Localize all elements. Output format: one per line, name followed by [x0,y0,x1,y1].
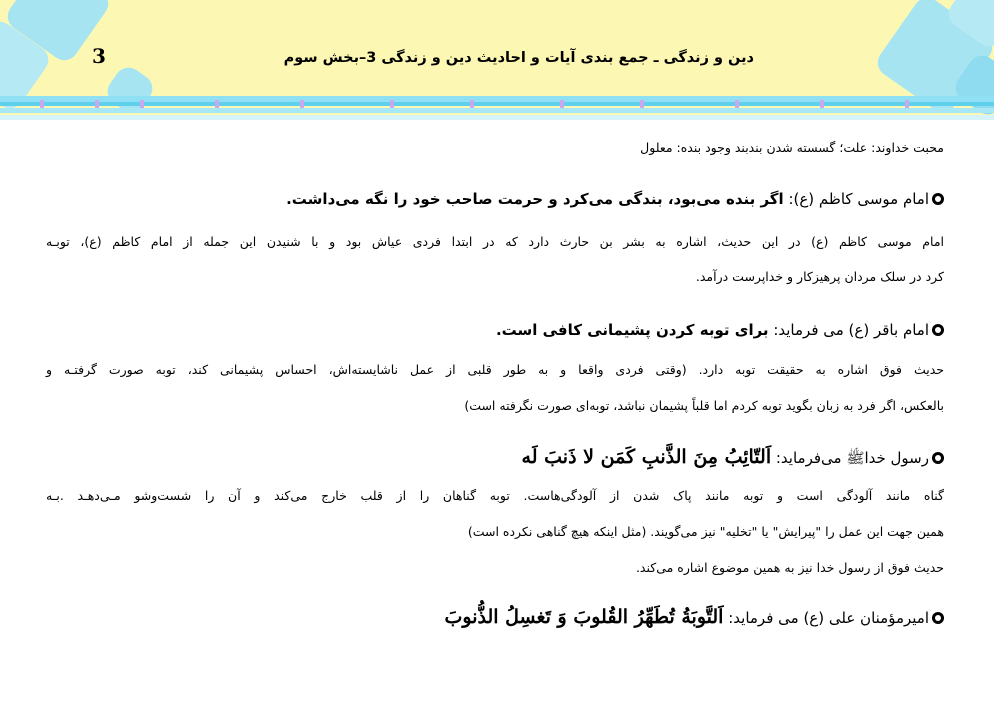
bullet-icon [932,612,944,624]
paragraph-line: حدیث فوق اشاره به حقیقت توبه دارد. (وقتی فردی واقعا و به طور قلبی از عمل ناشایسته‌اش، احساس پشیمانی کند، توبه صورت گرفتـه و [46,362,944,377]
bullet-icon [932,452,944,464]
bullet-icon [932,193,944,205]
paragraph-line: گناه مانند آلودگی است و توبه مانند پاک شدن از آلودگی‌هاست. توبه گناهان را از قلب خارج می‌کند و آن را شست‌وشو مـی‌دهـد .بـه [46,488,944,503]
speaker: امام باقر (ع) می فرماید: [768,321,929,339]
hadith-heading-1 [286,190,944,208]
hadith-heading-3 [522,446,944,471]
header-stripe [0,96,994,120]
page-number: 3 [92,44,106,68]
paragraph-line: همین جهت این عمل را "پیرایش" یا "تخلیه" نیز می‌گویند. (مثل اینکه هیچ گناهی نکرده است) [467,524,944,539]
page-title: دین و زندگی ـ جمع بندی آیات و احادیث دین و زندگی 3–بخش سوم [283,50,754,66]
hadith-heading-4 [445,606,945,628]
hadith-heading-2 [496,321,944,339]
speaker: امیرمؤمنان علی (ع) می فرماید: [723,609,929,627]
paragraph-line: حدیث فوق از رسول خدا نیز به همین موضوع اشاره می‌کند. [635,560,944,575]
hadith-quote-arabic: اَلتَّوبَةُ تُطَهِّرُ القُلوبَ وَ تَغسِلُ الذُّنوبَ [444,606,724,628]
bullet-icon [932,324,944,336]
intro-line: محبت خداوند: علت؛ گسسته شدن بندبند وجود بنده: معلول [640,140,944,155]
hadith-quote: برای توبه کردن پشیمانی کافی است. [495,321,769,339]
speaker: امام موسی کاظم (ع): [783,190,929,208]
hadith-quote: اگر بنده می‌بود، بندگی می‌کرد و حرمت صاحب خود را نگه می‌داشت. [286,190,784,208]
paragraph-line: امام موسی کاظم (ع) در این حدیث، اشاره به بشر بن حارث دارد که در ابتدا فردی عیاش بود و با شنیدن این جمله از امام کاظم (ع)، توبـه [46,234,944,249]
paragraph-line: کرد در سلک مردان پرهیزکار و خداپرست درآمد. [695,269,944,284]
paragraph-line: بالعکس، اگر فرد به زبان بگوید توبه کردم اما قلباً پشیمان نباشد، توبه‌ای صورت نگرفته است) [464,398,944,413]
hadith-quote-arabic: اَلتّائِبُ مِنَ الذَّنبِ کَمَن لا ذَنبَ لَه [521,446,772,468]
speaker: رسول خداﷺ می‌فرماید: [771,449,929,467]
page-header [0,0,994,120]
